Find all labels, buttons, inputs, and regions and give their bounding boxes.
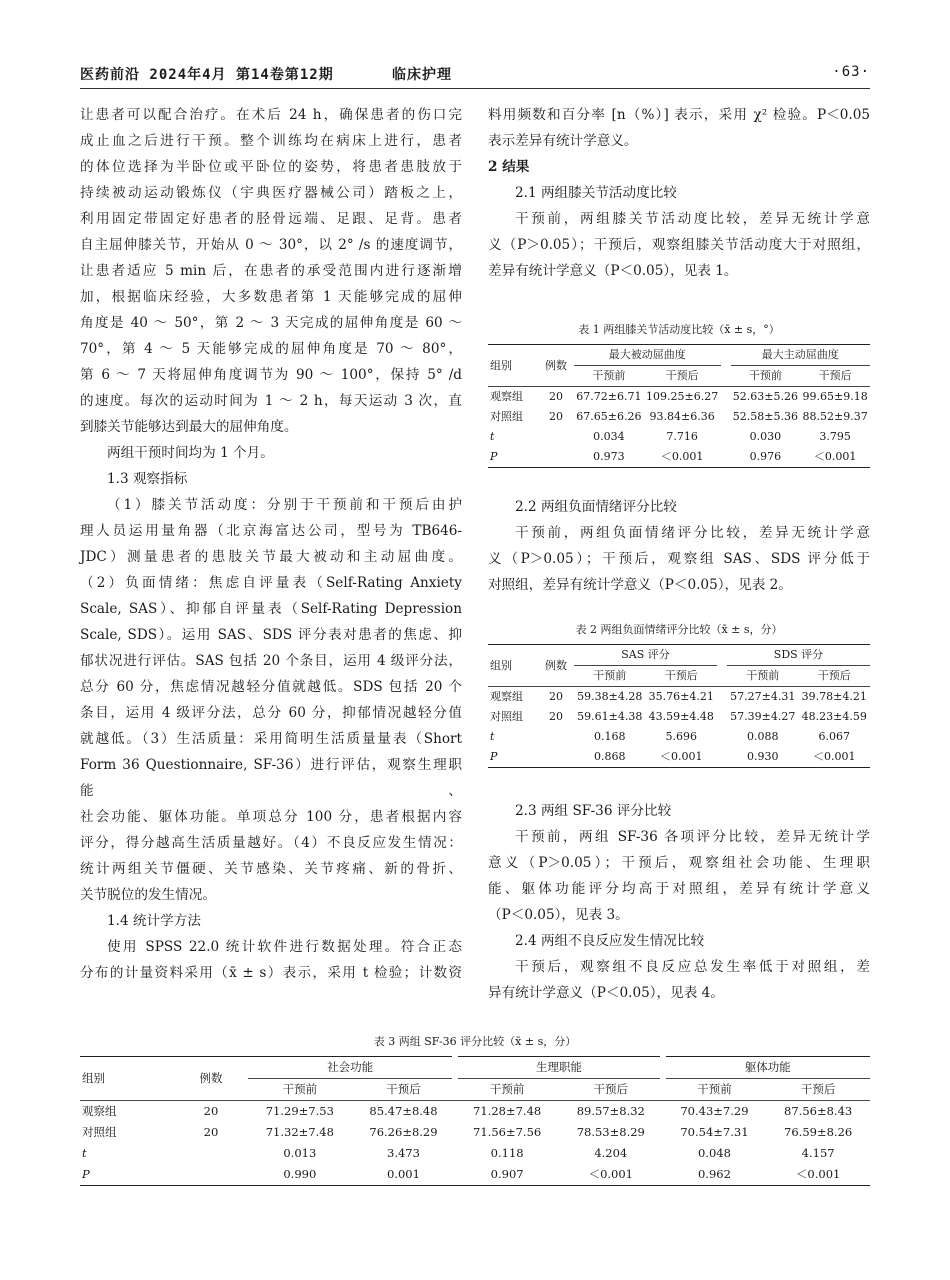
header-pre: 干预前 <box>697 1082 732 1096</box>
text-line: 表示差异有统计学意义。 <box>488 133 638 149</box>
cell <box>538 427 574 447</box>
header-pre: 干预前 <box>748 369 782 382</box>
cell: ＜0.001 <box>660 750 703 763</box>
cell: 0.088 <box>747 730 779 743</box>
header-group: 组别 <box>488 645 538 687</box>
cell: 57.27±4.31 <box>730 690 796 703</box>
table-3 <box>80 1056 870 1186</box>
header-group: 组别 <box>488 345 538 387</box>
cell: 57.39±4.27 <box>730 710 796 723</box>
text-line: JDC）测量患者的患肢关节最大被动和主动屈曲度。 <box>80 549 462 565</box>
section-heading-2-4: 2.4 两组不良反应发生情况比较 <box>515 933 705 949</box>
table-row <box>488 427 870 447</box>
text-line: 让患者可以配合治疗。在术后 24 h，确保患者的伤口完 <box>80 107 462 123</box>
paragraph-observation-indicators <box>80 492 462 908</box>
text-line: 成止血之后进行干预。整个训练均在病床上进行，患者 <box>80 133 462 149</box>
text-line: （1）膝关节活动度：分别于干预前和干预后由护 <box>107 497 462 513</box>
cell: ＜0.001 <box>813 750 856 763</box>
header-active-flexion: 最大主动屈曲度 <box>731 345 870 366</box>
cell: 70.54±7.31 <box>680 1125 749 1139</box>
header-post: 干预后 <box>386 1082 421 1096</box>
section-heading-1-3: 1.3 观察指标 <box>107 471 188 487</box>
cell: 对照组 <box>490 710 523 723</box>
cell: 0.030 <box>749 430 782 443</box>
text-line: （P＜0.05），见表 3。 <box>488 907 629 923</box>
cell: 43.59±4.48 <box>648 710 714 723</box>
text-line: 就越低。（3）生活质量：采用简明生活质量量表（Short <box>80 731 462 747</box>
cell: 59.61±4.38 <box>577 710 643 723</box>
header-sds: SDS 评分 <box>727 645 870 666</box>
table-2 <box>488 644 870 768</box>
cell: 93.84±6.36 <box>649 410 715 423</box>
text-line: 郁状况进行评估。SAS 包括 20 个条目，运用 4 级评分法， <box>80 653 462 669</box>
section-heading-2-3: 2.3 两组 SF-36 评分比较 <box>515 803 672 819</box>
cell: 4.204 <box>594 1146 628 1160</box>
cell: 76.59±8.26 <box>784 1125 853 1139</box>
cell: 67.65±6.26 <box>576 410 642 423</box>
cell: t <box>490 430 495 443</box>
page-number: ·63· <box>832 64 870 80</box>
header-role-physical: 生理职能 <box>455 1057 662 1079</box>
text-line: 自主屈伸膝关节，开始从 0 ～ 30°，以 2° /s 的速度调节， <box>80 237 462 253</box>
header-n: 例数 <box>538 645 574 687</box>
right-column <box>488 102 870 1006</box>
cell: 70.43±7.29 <box>680 1104 749 1118</box>
cell: 78.53±8.29 <box>576 1125 645 1139</box>
header-pre: 干预前 <box>282 1082 318 1096</box>
table-row <box>488 727 870 747</box>
table-row <box>80 1101 870 1123</box>
cell: 20 <box>549 710 563 723</box>
header-pre: 干预前 <box>592 369 626 382</box>
paragraph-training-procedure <box>80 102 462 440</box>
cell: 0.930 <box>747 750 779 763</box>
section-heading-2-1: 2.1 两组膝关节活动度比较 <box>515 185 677 201</box>
cell: 52.58±5.36 <box>732 410 798 423</box>
cell <box>174 1143 248 1164</box>
cell: 0.907 <box>490 1167 524 1181</box>
table-row <box>488 407 870 427</box>
text-line: 到膝关节能够达到最大的屈伸角度。 <box>80 419 298 435</box>
text-line: Scale, SDS）。运用 SAS、SDS 评分表对患者的焦虑、抑 <box>80 627 462 643</box>
header-post: 干预后 <box>664 669 698 682</box>
cell: 0.868 <box>594 750 626 763</box>
table-row <box>80 1122 870 1143</box>
text-line: 总分 60 分，焦虑情况越轻分值就越低。SDS 包括 20 个 <box>80 679 462 695</box>
cell: 20 <box>203 1104 219 1118</box>
table-3-block <box>80 1034 870 1186</box>
paragraph-statistics <box>80 934 462 986</box>
table-1-caption: 表 1 两组膝关节活动度比较（x̄ ± s，°） <box>578 323 780 336</box>
cell: 6.067 <box>818 730 850 743</box>
section-heading-2: 2 结果 <box>488 159 530 175</box>
text-line: 第 6 ～ 7 天将屈伸角度调节为 90 ～ 100°，保持 5° /d <box>80 367 462 383</box>
header-pre: 干预前 <box>489 1082 525 1096</box>
text-line: 干预前，两组膝关节活动度比较，差异无统计学意 <box>515 211 870 227</box>
table-row <box>488 447 870 468</box>
cell <box>538 747 574 768</box>
text-line: 使用 SPSS 22.0 统计软件进行数据处理。符合正态 <box>107 939 462 955</box>
cell: 对照组 <box>490 410 523 423</box>
cell: 观察组 <box>82 1104 117 1118</box>
header-n: 例数 <box>174 1057 248 1101</box>
section-name: 临床护理 <box>392 67 452 83</box>
header-post: 干预后 <box>818 369 852 382</box>
cell: t <box>82 1146 87 1160</box>
text-line: 的速度。每次的运动时间为 1 ～ 2 h，每天运动 3 次，直 <box>80 393 462 409</box>
cell: 39.78±4.21 <box>801 690 867 703</box>
cell: 7.716 <box>666 430 698 443</box>
table-3-caption: 表 3 两组 SF-36 评分比较（x̄ ± s，分） <box>373 1035 577 1048</box>
header-social-function: 社会功能 <box>248 1057 455 1079</box>
cell: 4.157 <box>801 1146 835 1160</box>
text-line: Scale, SAS）、抑郁自评量表（Self-Rating Depression <box>80 601 462 617</box>
cell: 20 <box>549 690 563 703</box>
cell: 59.38±4.28 <box>577 690 643 703</box>
text-line: 角度是 40 ～ 50°，第 2 ～ 3 天完成的屈伸角度是 60 ～ <box>80 315 462 331</box>
header-post: 干预后 <box>593 1082 629 1096</box>
text-line: 差异有统计学意义（P＜0.05），见表 1。 <box>488 263 738 279</box>
cell: 20 <box>549 390 563 403</box>
header-physical-function: 躯体功能 <box>663 1057 870 1079</box>
text-line: 利用固定带固定好患者的胫骨远端、足跟、足背。患者 <box>80 211 462 227</box>
header-post: 干预后 <box>817 669 851 682</box>
text-line: 义（P＞0.05）；干预后，观察组 SAS、SDS 评分低于 <box>488 551 870 567</box>
text-line: 能、躯体功能评分均高于对照组，差异有统计学意义 <box>488 881 870 897</box>
text-line: 理人员运用量角器（北京海富达公司，型号为 TB646- <box>80 523 462 539</box>
table-row <box>488 747 870 768</box>
text-line: 干预前，两组负面情绪评分比较，差异无统计学意 <box>515 525 870 541</box>
cell: ＜0.001 <box>660 450 704 463</box>
cell: 观察组 <box>490 390 523 403</box>
cell: P <box>82 1167 90 1181</box>
text-line: 干预前，两组 SF-36 各项评分比较，差异无统计学 <box>515 829 870 845</box>
table-2-caption: 表 2 两组负面情绪评分比较（x̄ ± s，分） <box>575 623 783 636</box>
table-row <box>488 707 870 727</box>
header-passive-flexion: 最大被动屈曲度 <box>574 345 721 366</box>
text-line: 的体位选择为半卧位或平卧位的姿势，将患者患肢放于 <box>80 159 462 175</box>
text-line: Form 36 Questionnaire, SF-36）进行评估，观察生理职能、 <box>80 757 462 799</box>
cell: 99.65±9.18 <box>802 390 868 403</box>
cell: 52.63±5.26 <box>732 390 798 403</box>
cell: 85.47±8.48 <box>369 1104 438 1118</box>
cell: 3.473 <box>387 1146 420 1160</box>
cell <box>538 727 574 747</box>
cell: 87.56±8.43 <box>784 1104 853 1118</box>
cell: 71.56±7.56 <box>473 1125 542 1139</box>
text-line: 关节脱位的发生情况。 <box>80 887 216 903</box>
cell: 48.23±4.59 <box>801 710 867 723</box>
cell: 0.001 <box>387 1167 420 1181</box>
text-line: 加，根据临床经验，大多数患者第 1 天能够完成的屈伸 <box>80 289 462 305</box>
journal-info: 医药前沿 2024年4月 第14卷第12期 <box>80 67 334 83</box>
header-pre: 干预前 <box>746 669 780 682</box>
cell: 0.013 <box>283 1146 317 1160</box>
cell: 对照组 <box>82 1125 117 1139</box>
running-header <box>80 62 870 89</box>
cell: 0.118 <box>490 1146 524 1160</box>
section-heading-1-4: 1.4 统计学方法 <box>107 913 201 929</box>
text-line: 社会功能、躯体功能。单项总分 100 分，患者根据内容 <box>80 809 462 825</box>
cell: 0.990 <box>283 1167 317 1181</box>
header-sas: SAS 评分 <box>574 645 717 666</box>
text-line: 让患者适应 5 min 后，在患者的承受范围内进行逐渐增 <box>80 263 462 279</box>
section-heading-2-2: 2.2 两组负面情绪评分比较 <box>515 499 677 515</box>
cell: 0.048 <box>697 1146 731 1160</box>
cell: 0.976 <box>749 450 782 463</box>
table-row <box>488 687 870 708</box>
header-n: 例数 <box>538 345 574 387</box>
text-line: 评分，得分越高生活质量越好。（4）不良反应发生情况： <box>80 835 462 851</box>
paragraph-duration: 两组干预时间均为 1 个月。 <box>107 445 274 461</box>
table-row <box>80 1164 870 1186</box>
cell: 3.795 <box>819 430 851 443</box>
cell <box>538 447 574 468</box>
cell: 71.29±7.53 <box>265 1104 334 1118</box>
header-post: 干预后 <box>665 369 699 382</box>
text-line: 70°，第 4 ～ 5 天能够完成的屈伸角度是 70 ～ 80°， <box>80 341 462 357</box>
cell: 71.32±7.48 <box>265 1125 334 1139</box>
cell: 20 <box>549 410 563 423</box>
text-line: （2）负面情绪：焦虑自评量表（Self-Rating Anxiety <box>80 575 462 591</box>
table-row <box>80 1143 870 1164</box>
cell: 0.973 <box>593 450 625 463</box>
cell: 0.034 <box>593 430 625 443</box>
cell: 89.57±8.32 <box>576 1104 645 1118</box>
header-group: 组别 <box>80 1057 174 1101</box>
text-line: 条目，运用 4 级评分法，总分 60 分，抑郁情况越轻分值 <box>80 705 462 721</box>
cell: P <box>490 750 498 763</box>
cell: P <box>490 450 498 463</box>
cell: t <box>490 730 495 743</box>
cell: 20 <box>203 1125 219 1139</box>
cell: 109.25±6.27 <box>646 390 719 403</box>
header-pre: 干预前 <box>593 669 627 682</box>
table-row <box>488 387 870 408</box>
cell: 0.168 <box>594 730 626 743</box>
text-line: 义（P＞0.05）；干预后，观察组膝关节活动度大于对照组， <box>488 237 870 253</box>
text-line: 统计两组关节僵硬、关节感染、关节疼痛、新的骨折、 <box>80 861 462 877</box>
table-1 <box>488 344 870 468</box>
text-line: 意义（P＞0.05）；干预后，观察组社会功能、生理职 <box>488 855 870 871</box>
cell: 5.696 <box>665 730 697 743</box>
cell: 67.72±6.71 <box>576 390 642 403</box>
cell: 71.28±7.48 <box>473 1104 542 1118</box>
text-line: 料用频数和百分率 [n（%）] 表示，采用 χ² 检验。P＜0.05 <box>488 107 870 123</box>
text-line: 异有统计学意义（P＜0.05），见表 4。 <box>488 985 724 1001</box>
cell: ＜0.001 <box>813 450 857 463</box>
cell <box>174 1164 248 1186</box>
text-line: 持续被动运动锻炼仪（宇典医疗器械公司）踏板之上， <box>80 185 462 201</box>
cell: 35.76±4.21 <box>648 690 714 703</box>
header-post: 干预后 <box>800 1082 836 1096</box>
left-column <box>80 102 462 986</box>
text-line: 对照组，差异有统计学意义（P＜0.05），见表 2。 <box>488 577 792 593</box>
text-line: 分布的计量资料采用（x̄ ± s）表示，采用 t 检验；计数资 <box>80 965 462 981</box>
cell: 88.52±9.37 <box>802 410 868 423</box>
cell: 0.962 <box>697 1167 731 1181</box>
cell: ＜0.001 <box>588 1167 634 1181</box>
text-line: 干预后，观察组不良反应总发生率低于对照组，差 <box>515 959 870 975</box>
cell: 观察组 <box>490 690 523 703</box>
cell: ＜0.001 <box>795 1167 841 1181</box>
cell: 76.26±8.29 <box>369 1125 438 1139</box>
